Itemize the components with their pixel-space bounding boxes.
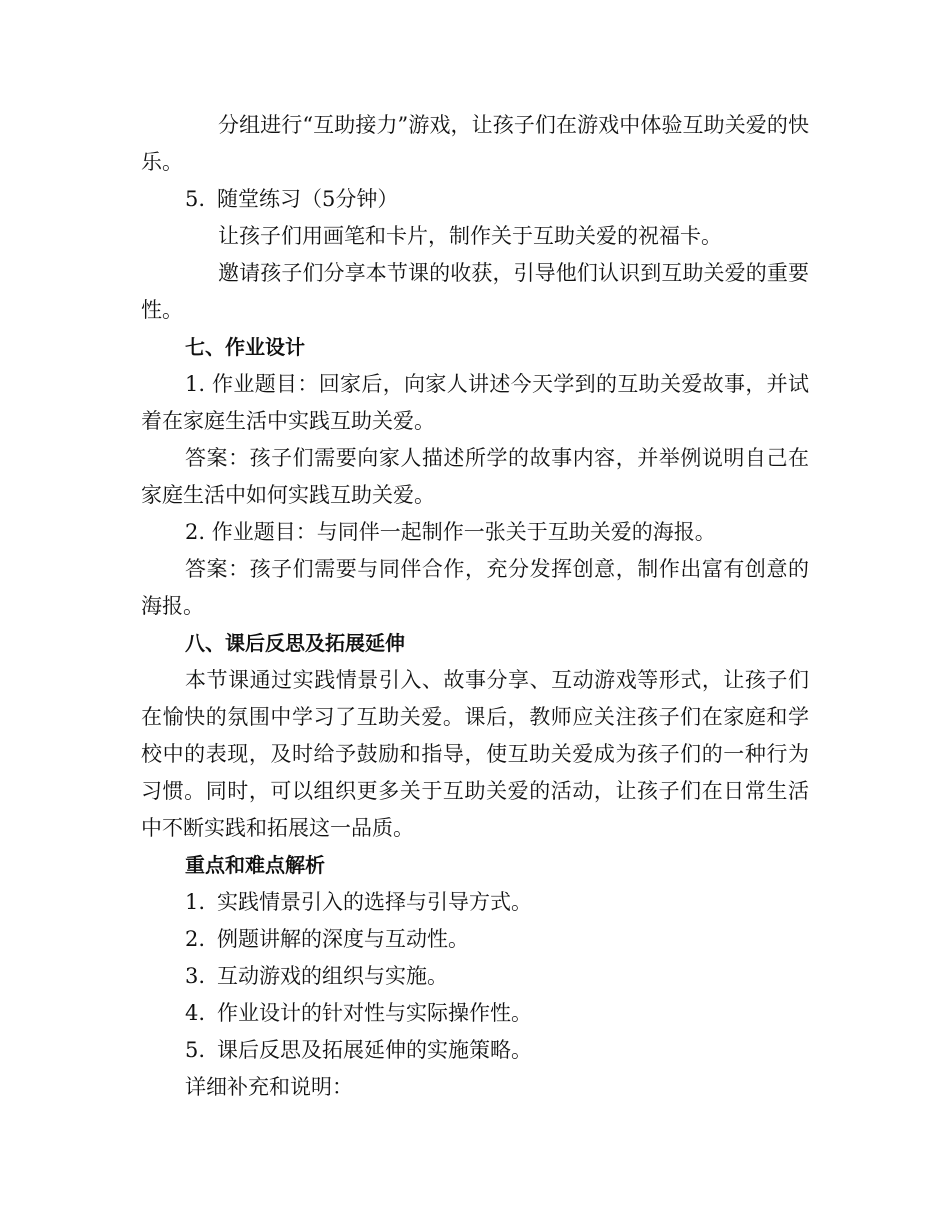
list-text: 课后反思及拓展延伸的实施策略。 (217, 1038, 532, 1062)
list-item-classroom-practice (141, 181, 809, 218)
list-item (141, 958, 809, 995)
list-item (141, 884, 809, 921)
list-text: 互动游戏的组织与实施。 (217, 964, 448, 988)
list-text: 作业设计的针对性与实际操作性。 (217, 1001, 532, 1025)
homework-question-1: 1. 作业题目：回家后，向家人讲述今天学到的互助关爱故事，并试着在家庭生活中实践互助关爱。 (141, 372, 809, 433)
list-item (141, 995, 809, 1032)
paragraph-detailed-notes: 详细补充和说明： (185, 1075, 353, 1099)
section-heading-reflection: 八、课后反思及拓展延伸 (185, 631, 405, 655)
list-number: 4. (185, 1001, 206, 1025)
paragraph-share-gains: 邀请孩子们分享本节课的收获，引导他们认识到互助关爱的重要性。 (141, 261, 809, 322)
list-number: 5. (185, 187, 206, 211)
list-text: 例题讲解的深度与互动性。 (217, 927, 469, 951)
homework-question-2: 2. 作业题目：与同伴一起制作一张关于互助关爱的海报。 (185, 520, 716, 544)
section-heading-homework: 七、作业设计 (185, 335, 305, 359)
list-number: 2. (185, 927, 206, 951)
section-heading-key-points: 重点和难点解析 (185, 853, 325, 877)
homework-answer-1: 答案：孩子们需要向家人描述所学的故事内容，并举例说明自己在家庭生活中如何实践互助关爱。 (141, 446, 809, 507)
list-number: 5. (185, 1038, 206, 1062)
list-text: 随堂练习（5分钟） (217, 187, 399, 211)
paragraph-reflection: 本节课通过实践情景引入、故事分享、互动游戏等形式，让孩子们在愉快的氛围中学习了互助关爱。课后，教师应关注孩子们在家庭和学校中的表现，及时给予鼓励和指导，使互助关爱成为孩子们的一种行为习惯。同时，可以组织更多关于互助关爱的活动，让孩子们在日常生活中不断实践和拓展这一品质。 (141, 668, 809, 840)
document-body (141, 107, 809, 1106)
homework-answer-2: 答案：孩子们需要与同伴合作，充分发挥创意，制作出富有创意的海报。 (141, 557, 809, 618)
paragraph-blessing-card: 让孩子们用画笔和卡片，制作关于互助关爱的祝福卡。 (218, 224, 722, 248)
list-item (141, 921, 809, 958)
list-number: 1. (185, 890, 206, 914)
list-number: 3. (185, 964, 206, 988)
list-text: 实践情景引入的选择与引导方式。 (217, 890, 532, 914)
paragraph-relay-game: 分组进行“互助接力”游戏，让孩子们在游戏中体验互助关爱的快乐。 (141, 113, 809, 174)
list-item (141, 1032, 809, 1069)
